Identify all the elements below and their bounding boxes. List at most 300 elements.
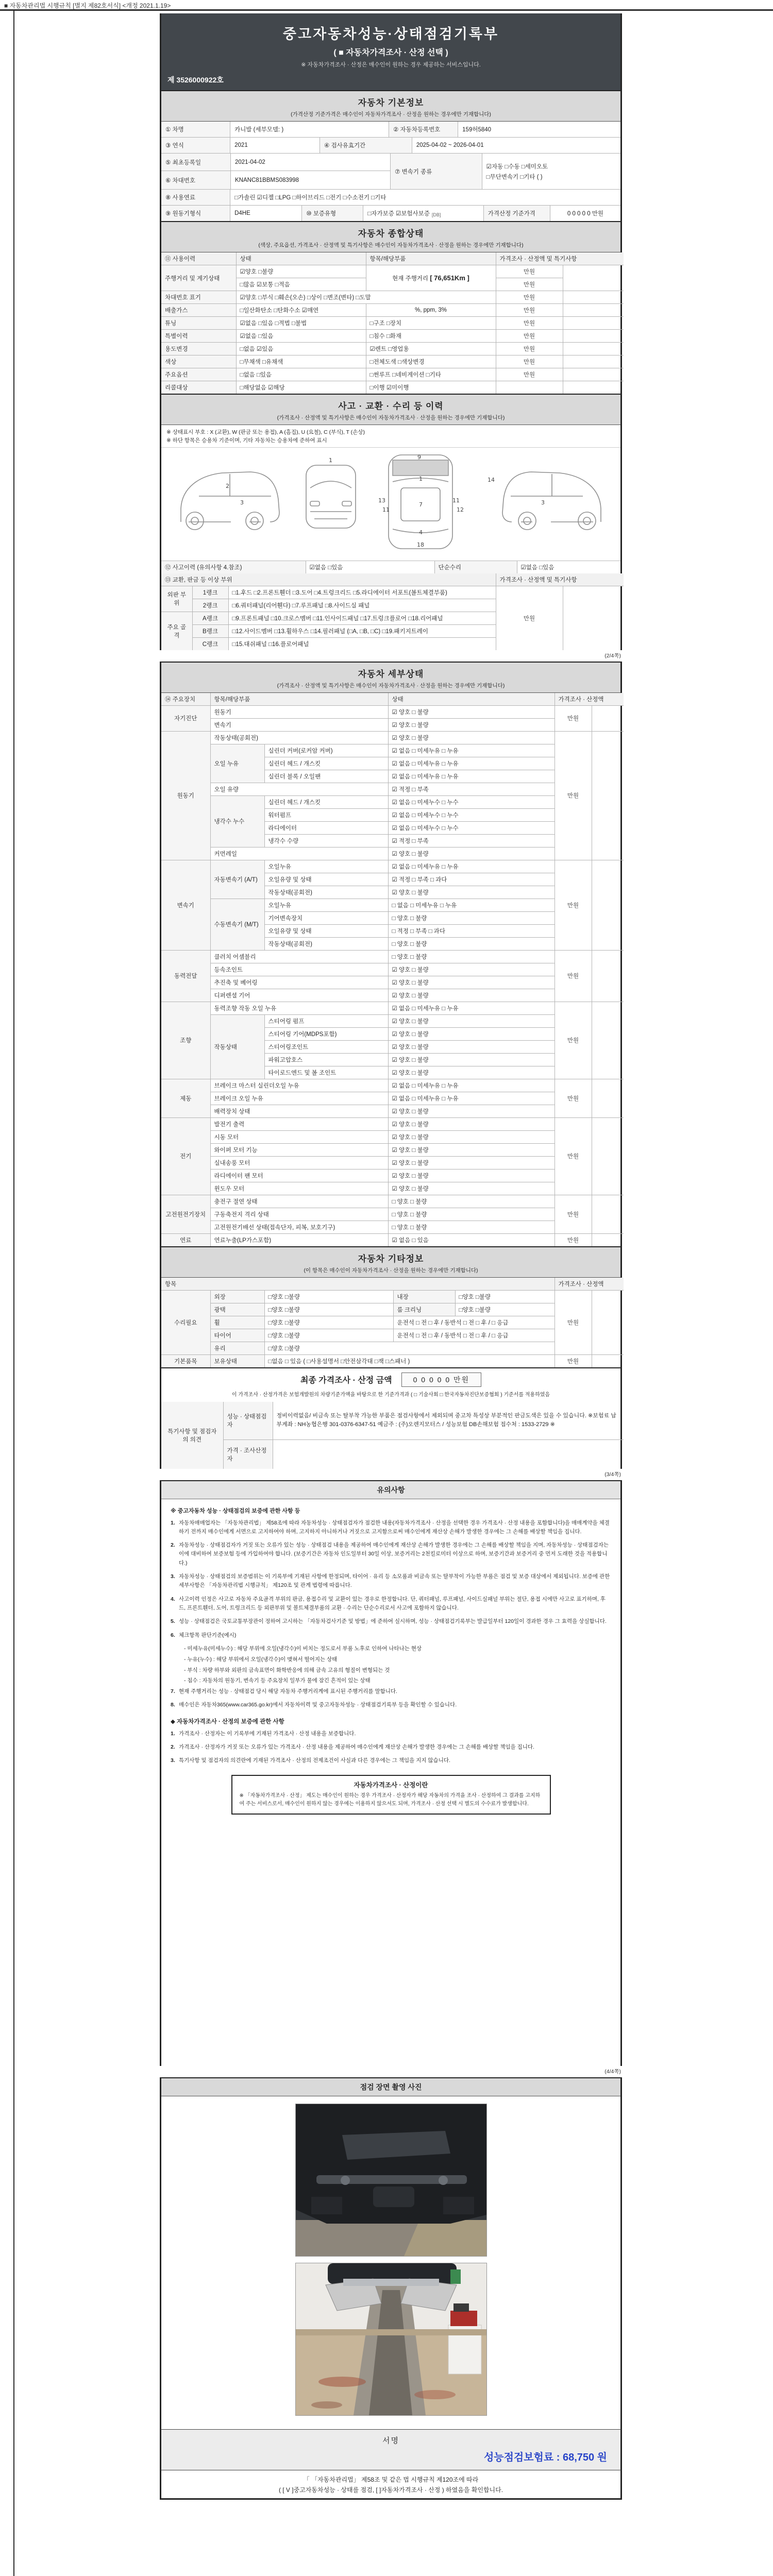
diagram-number: 14: [488, 476, 495, 483]
document-subtitle: ( ■ 자동차가격조사 · 산정 선택 ): [333, 48, 448, 57]
recall-label: 리콜대상: [161, 381, 236, 394]
state-checks: ☑ 양호 □ 불량: [388, 1040, 554, 1053]
price-blank: [563, 355, 624, 368]
vehicle-damage-diagram: [161, 448, 620, 561]
item-label: 유리: [210, 1342, 264, 1354]
vin-mark-state: ☑양호 □부식 □훼손(오손) □상이 □변조(변타) □도말: [236, 291, 496, 304]
rank-label: A랭크: [192, 612, 228, 624]
repair-row: [161, 1290, 624, 1303]
detail-row: [161, 1182, 624, 1195]
frame-label: 주요 골격: [161, 612, 192, 650]
engine-type-value: D4HE: [230, 206, 302, 221]
accident-summary-table: [161, 561, 624, 573]
notice-item: 6. 체크항목 판단기준(예시): [171, 1632, 237, 1638]
price-manwon: 만원: [496, 330, 563, 343]
service-note: ※ 자동차가격조사 · 산정은 매수인이 원하는 경우 제공하는 서비스입니다.: [301, 62, 481, 68]
item-label: 기어변속장치: [264, 911, 388, 924]
state-checks: ☑ 양호 □ 불량: [388, 1143, 554, 1156]
item-label: 작동상태(공회전): [264, 886, 388, 899]
price-survey-info-box: [231, 1775, 551, 1815]
state-checks: ☑ 양호 □ 불량: [388, 1053, 554, 1066]
detail-state-section: [160, 662, 622, 1246]
first-reg-label: ⑤ 최초등록일: [161, 154, 231, 171]
col-usage: ⑪ 사용이력: [161, 252, 236, 265]
price-manwon: 만원: [554, 860, 592, 950]
special-history-part: □침수 □화재: [366, 330, 496, 343]
notice-subitem: - 침수 : 자동차의 원동기, 변속기 등 주요장치 일부가 물에 잠긴 흔적이 있는 상태: [184, 1677, 371, 1684]
subgroup-label: 오일 누유: [210, 744, 264, 783]
base-price-value: 0 0 0 0 0 만원: [567, 211, 604, 217]
detail-table-head: [161, 693, 624, 706]
color-row: [161, 355, 624, 368]
usage-change-label: 용도변경: [161, 343, 236, 355]
state-checks: ☑ 없음 □ 있음: [388, 1233, 554, 1246]
price-manwon: 만원: [554, 1195, 592, 1233]
state-checks: ☑ 없음 □ 미세누수 □ 누수: [388, 821, 554, 834]
price-blank: [563, 381, 624, 394]
section-subtitle: (가격산정 기준가격은 매수인이 자동차가격조사 · 산정을 원하는 경우에만 기재합니다): [291, 111, 491, 117]
price-blank: [592, 1233, 624, 1246]
state-checks: ☑ 없음 □ 미세누유 □ 누유: [388, 1002, 554, 1014]
basic-row-engine: [161, 206, 620, 221]
price-manwon: 만원: [496, 586, 563, 650]
price-blank: [592, 1290, 624, 1354]
detail-row: [161, 1208, 624, 1221]
state-checks: □ 양호 □ 불량: [388, 1195, 554, 1208]
notices-section: [160, 1480, 622, 2066]
appraiser-label: 가격 · 조사산정자: [223, 1440, 273, 1469]
page-marker: (4/4쪽): [604, 2068, 621, 2075]
options-row: [161, 368, 624, 381]
item-positions: 운전석 □ 전 □ 후 / 동반석 □ 전 □ 후 / □ 응급: [393, 1316, 554, 1329]
col-state: 상태: [388, 693, 554, 706]
item-label: 작동상태(공회전): [210, 731, 388, 744]
rank-items: □9.프론트패널 □10.크로스멤버 □11.인사이드패널 □17.트렁크플로어 □18.리어패널: [228, 612, 496, 624]
emission-row: [161, 304, 624, 317]
passenger-car-note: ※ 하단 항목은 승용차 기준이며, 기타 자동차는 승용차에 준하여 표시: [166, 437, 327, 444]
info-box-text: ※ 「자동차가격조사 · 산정」 제도는 매수인이 원하는 경우 가격조사 · 산정자가 해당 자동차의 가격을 조사 · 산정하여 그 결과를 고지하여 주는 서비스로서, 매수인이 원하지 않는 경우에는 이용하지 않으셔도 되며, 가격조사 · 산정 선택 시 별도의 수수료가 발생합니다.: [239, 1792, 541, 1807]
rank-items: □6.쿼터패널(리어휀다) □7.루프패널 □8.사이드실 패널: [228, 599, 496, 612]
state-checks: ☑ 없음 □ 미세누유 □ 누유: [388, 1092, 554, 1105]
price-manwon: 만원: [496, 355, 563, 368]
state-checks: ☑ 양호 □ 불량: [388, 963, 554, 976]
item-label: 라디에이터: [264, 821, 388, 834]
price-blank: [563, 330, 624, 343]
page-marker: (3/4쪽): [604, 1471, 621, 1478]
section-title: 자동차 종합상태: [358, 229, 424, 239]
table-header-row: [161, 573, 624, 586]
rank-row: [161, 586, 624, 599]
detail-row: [161, 963, 624, 976]
state-checks: ☑ 양호 □ 불량: [388, 886, 554, 899]
notices-body: [161, 1499, 620, 2066]
detail-row: [161, 1156, 624, 1169]
item-label: 실린더 헤드 / 개스킷: [264, 795, 388, 808]
vin-value: KNANC81BBMS083998: [231, 171, 391, 190]
vin-mark-label: 차대번호 표기: [161, 291, 236, 304]
tuning-label: 튜닝: [161, 317, 236, 330]
price-manwon: 만원: [554, 731, 592, 860]
repair-row: [161, 1342, 624, 1354]
state-checks: ☑ 양호 □ 불량: [388, 1105, 554, 1117]
overall-state-header: [161, 221, 620, 252]
detail-row: [161, 795, 624, 808]
rank-items: □1.후드 □2.프론트휀더 □3.도어 □4.트렁크리드 □5.라디에이터 서포트(볼트체결부품): [228, 586, 496, 599]
price-manwon: 만원: [496, 304, 563, 317]
item-label: 오일유량 및 상태: [264, 924, 388, 937]
options-label: 주요옵션: [161, 368, 236, 381]
state-checks: ☑ 양호 □ 불량: [388, 731, 554, 744]
price-blank: [563, 317, 624, 330]
recall-part: □이행 ☑미이행: [366, 381, 496, 394]
price-blank: [563, 291, 624, 304]
item-label: 파워고압호스: [264, 1053, 388, 1066]
price-blank: [592, 1079, 624, 1117]
fuel-value: □가솔린 ☑디젤 □LPG □하이브리드 □전기 □수소전기 □기타: [230, 190, 620, 206]
price-manwon: 만원: [496, 278, 563, 291]
price-blank: [563, 304, 624, 317]
accident-history-row: [161, 561, 624, 573]
notice-item: 3. 자동차성능 · 상태점검의 보증범위는 이 기록부에 기재된 사항에 한정되며, 타이어 · 유리 등 소모품과 비금속 또는 탈부착이 가능한 부품은 점검 및 보증 대상에서 제외됩니다. 보증에 관한 세부사항은 「자동차관리법 시행규칙」 제120조 및 관계 법령에 따릅니다.: [171, 1573, 610, 1589]
device-group-label: 제동: [161, 1079, 210, 1117]
section-subtitle: (색상, 주요옵션, 가격조사 · 산정액 및 특기사항은 매수인이 자동차가격조사 · 산정을 원하는 경우에만 기재합니다): [258, 242, 524, 248]
fuel-label: ⑧ 사용연료: [161, 190, 230, 206]
device-group-label: 변속기: [161, 860, 210, 950]
detail-row: [161, 1130, 624, 1143]
car-name-label: ① 차명: [161, 122, 230, 138]
subgroup-label: 자동변속기 (A/T): [210, 860, 264, 899]
price-manwon: 만원: [496, 317, 563, 330]
final-price-value: 0 0 0 0 0 만원: [401, 1372, 481, 1387]
transmission-label: ⑦ 변속기 종류: [391, 154, 482, 190]
price-manwon: 만원: [496, 291, 563, 304]
overall-state-table: [161, 252, 624, 394]
price-manwon: 만원: [554, 950, 592, 1002]
item-label: 타이로드엔드 및 볼 조인트: [264, 1066, 388, 1079]
detail-row: [161, 976, 624, 989]
table-header-row: [161, 693, 624, 706]
state-checks: □ 양호 □ 불량: [388, 911, 554, 924]
price-col-label: 가격조사 · 산정액 및 특기사항: [496, 573, 624, 586]
rank-items: □15.대쉬패널 □16.플로어패널: [228, 637, 496, 650]
guarantee-item: 2. 가격조사 · 산정자가 거짓 또는 오류가 있는 가격조사 · 산정 내용을 제공하여 매수인에게 재산상 손해가 발생한 경우에는 그 손해를 배상할 책임을 집니다.: [171, 1744, 534, 1751]
price-manwon: 만원: [554, 705, 592, 731]
diagram-number: 2: [226, 482, 229, 489]
mileage-state2: □많음 ☑보통 □적음: [236, 278, 366, 291]
rank-label: B랭크: [192, 624, 228, 637]
detail-row: [161, 705, 624, 718]
confirmation-line2: ( [ V ]중고자동차성능 · 상태를 점검, [ ]자동차가격조사 · 산정 ) 하였음을 확인합니다.: [278, 2486, 503, 2494]
detail-row: [161, 1079, 624, 1092]
engine-type-label: ⑨ 원동기형식: [161, 206, 230, 221]
simple-repair-label: 단순수리: [434, 561, 517, 573]
item-label: 등속조인트: [210, 963, 388, 976]
device-group-label: 조향: [161, 1002, 210, 1079]
warranty-type-label: ⑩ 보증유형: [302, 206, 363, 221]
mileage-state1: ☑양호 □불량: [236, 265, 366, 278]
special-history-row: [161, 330, 624, 343]
price-blank: [592, 950, 624, 1002]
section-title: 자동차 세부상태: [358, 669, 424, 679]
diagram-number: 11: [382, 506, 390, 513]
accident-notes: [161, 425, 620, 448]
diagram-number: 3: [240, 499, 244, 506]
price-manwon: 만원: [496, 343, 563, 355]
repair-row: [161, 1329, 624, 1342]
state-checks: ☑ 양호 □ 불량: [388, 1130, 554, 1143]
state-checks: ☑ 양호 □ 불량: [388, 705, 554, 718]
diagram-number: 13: [378, 497, 385, 504]
table-header-row: [161, 252, 624, 265]
tuning-state: ☑없음 □있음 □적법 □불법: [236, 317, 366, 330]
item-label: 변속기: [210, 718, 388, 731]
price-blank: [563, 265, 624, 291]
section-subtitle: (가격조사 · 산정액 및 특기사항은 매수인이 자동차가격조사 · 산정을 원하는 경우에만 기재합니다): [277, 682, 505, 689]
inspection-form: [160, 13, 622, 2500]
warranty-type-value: □자가보증 ☑보험사보증 [DB]: [363, 206, 483, 221]
price-blank: [563, 368, 624, 381]
item-label: 구동축전지 격리 상태: [210, 1208, 388, 1221]
price-manwon: 만원: [554, 1002, 592, 1079]
item-label: 워터펌프: [264, 808, 388, 821]
top-rule: [0, 9, 773, 11]
item-label: 브레이크 오일 누유: [210, 1092, 388, 1105]
inspector-label: 성능 · 상태점검자: [223, 1402, 273, 1440]
item-label: 브레이크 마스터 실린더오일 누유: [210, 1079, 388, 1092]
item-label: 광택: [210, 1303, 264, 1316]
current-mileage: [ 76,651Km ]: [430, 274, 469, 282]
item-state: □양호 □불량: [264, 1329, 393, 1342]
emission-label: 배출가스: [161, 304, 236, 317]
reg-no-value: 159허5840: [458, 122, 620, 138]
item-label: 스티어링 기어(MDPS포함): [264, 1027, 388, 1040]
opinions-table: [161, 1402, 624, 1469]
col-item: 항목: [161, 1278, 554, 1291]
col-item: 항목/해당부품: [210, 693, 388, 706]
holding-state: □없음 □ 있음 ( □사용설명서 □안전삼각대 □잭 □스패너 ): [264, 1354, 554, 1367]
state-checks: ☑ 적정 □ 부족: [388, 783, 554, 795]
state-checks: ☑ 양호 □ 불량: [388, 989, 554, 1002]
basic-items-label: 기본품목: [161, 1354, 210, 1367]
usage-change-state: □없음 ☑있음: [236, 343, 366, 355]
transmission-value: [482, 154, 620, 190]
item-label: 타이어: [210, 1329, 264, 1342]
price-blank: [563, 586, 624, 650]
inspection-valid-label: ④ 검사유효기간: [320, 138, 412, 154]
item-label: 룸 크리닝: [393, 1303, 455, 1316]
item-label: 시동 모터: [210, 1130, 388, 1143]
base-price-label: 가격산정 기준가격: [484, 206, 550, 221]
vin-label: ⑥ 차대번호: [161, 171, 231, 190]
basic-info-header: [161, 90, 620, 122]
table-header-row: [161, 1278, 624, 1291]
price-blank: [592, 1354, 624, 1367]
state-checks: □ 없음 □ 미세누유 □ 누유: [388, 899, 554, 911]
state-checks: □ 양호 □ 불량: [388, 937, 554, 950]
photos-header: 점검 장면 촬영 사진: [161, 2077, 620, 2096]
recall-state: □해당없음 ☑해당: [236, 381, 366, 394]
year-value: 2021: [230, 138, 320, 154]
subgroup-label: 수동변속기 (M/T): [210, 899, 264, 950]
price-manwon: 만원: [554, 1233, 592, 1246]
detail-row: [161, 1233, 624, 1246]
item-positions: 운전석 □ 전 □ 후 / 동반석 □ 전 □ 후 / □ 응급: [393, 1329, 554, 1342]
performance-insurance-premium: 성능점검보험료 : 68,750 원: [483, 2451, 607, 2463]
price-blank: [592, 705, 624, 731]
notices-intro: ※ 중고자동차 성능 · 상태점검의 보증에 관한 사항 등: [171, 1507, 300, 1514]
device-group-label: 전기: [161, 1117, 210, 1195]
rank-items: □12.사이드멤버 □13.휠하우스 □14.필러패널 (□A, □B, □C) □19.패키지트레이: [228, 624, 496, 637]
device-group-label: 자기진단: [161, 705, 210, 731]
document-title: 중고자동차성능·상태점검기록부: [282, 26, 499, 42]
page-marker: (2/4쪽): [604, 652, 621, 659]
notice-subitem: - 부식 : 차량 하부와 외판의 금속표면이 화학반응에 의해 금속 고유의 형질이 변형되는 것: [184, 1667, 390, 1673]
item-label: 클러치 어셈블리: [210, 950, 388, 963]
confirmation-line1: 「 「자동차관리법」 제58조 및 같은 법 시행규칙 제120조에 따라: [303, 2476, 479, 2483]
detail-row: [161, 950, 624, 963]
color-label: 색상: [161, 355, 236, 368]
simple-repair-state: ☑없음 □있음: [517, 561, 624, 573]
section-title: 자동차 기타정보: [358, 1253, 424, 1264]
inspector-opinion-row: [161, 1402, 624, 1440]
diagram-number: 7: [419, 501, 423, 508]
rank-label: 2랭크: [192, 599, 228, 612]
notice-item: 8. 매수인은 자동차365(www.car365.go.kr)에서 자동차이력 및 중고자동차성능 · 상태점검기록부 등을 확인할 수 있습니다.: [171, 1702, 457, 1708]
appraiser-opinion-text: [273, 1440, 624, 1469]
detail-state-header: [161, 662, 620, 693]
detail-row: [161, 1002, 624, 1014]
item-label: 오일누유: [264, 860, 388, 873]
item-label: 스티어링조인트: [264, 1040, 388, 1053]
info-box-title: 자동차가격조사 · 산정이란: [354, 1781, 428, 1789]
detail-row: [161, 847, 624, 860]
device-group-label: 동력전달: [161, 950, 210, 1002]
item-state: □양호 □불량: [264, 1303, 393, 1316]
detail-row: [161, 731, 624, 744]
price-manwon: 만원: [554, 1290, 592, 1354]
diagram-number: 1: [329, 456, 332, 464]
item-state: □양호 □불량: [264, 1316, 393, 1329]
state-checks: ☑ 없음 □ 미세누유 □ 누유: [388, 860, 554, 873]
state-checks: ☑ 없음 □ 미세누유 □ 누유: [388, 757, 554, 770]
detail-row: [161, 899, 624, 911]
mileage-row: [161, 265, 624, 278]
emission-state: □일산화탄소 □탄화수소 ☑매연: [236, 304, 366, 317]
detail-row: [161, 718, 624, 731]
price-manwon: 만원: [554, 1079, 592, 1117]
car-name-value: 카니발 (세부모델: ): [230, 122, 389, 138]
detail-row: [161, 989, 624, 1002]
diagram-number: 18: [417, 541, 424, 548]
col-price: 가격조사 · 산정액 및 특기사항: [496, 252, 624, 265]
exchange-label: ⑬ 교환, 판금 등 이상 부위: [161, 573, 496, 586]
item-label: 실린더 커버(로커암 커버): [264, 744, 388, 757]
holding-label: 보유상태: [210, 1354, 264, 1367]
basic-row-year: [161, 138, 620, 154]
exchange-panel-table: [161, 573, 624, 650]
reg-no-label: ② 자동차등록번호: [389, 122, 458, 138]
state-checks: ☑ 없음 □ 미세누수 □ 누수: [388, 795, 554, 808]
emission-values: %, ppm, 3%: [366, 304, 496, 317]
item-label: 라디에이터 팬 모터: [210, 1169, 388, 1182]
item-label: 원동기: [210, 705, 388, 718]
detail-row: [161, 1169, 624, 1182]
item-label: 커먼레일: [210, 847, 388, 860]
tuning-row: [161, 317, 624, 330]
state-checks: □ 양호 □ 불량: [388, 1208, 554, 1221]
signature-label: 서명: [382, 2436, 399, 2445]
price-manwon: 만원: [496, 368, 563, 381]
outer-panel-label: 외판 부위: [161, 586, 192, 612]
item-state: □양호 □불량: [264, 1342, 554, 1354]
accident-history-label: ⑫ 사고이력 (유의사항 4.참조): [161, 561, 306, 573]
form-reference-note: ■ 자동차관리법 시행규칙 [별지 제82호서식] <개정 2021.1.19>: [4, 2, 171, 9]
price-manwon: 만원: [554, 1117, 592, 1195]
left-page-rule: [13, 11, 14, 2576]
detail-row: [161, 783, 624, 795]
inspector-opinion-text: 정비이력없음/ 비금속 또는 탈부착 가능한 부품은 점검사항에서 제외되며 중고차 특성상 부분적인 판금도색은 있을 수 있습니다. ※보험료 납부계좌 : NH농협은행 301-0376-6347-51 예금주 : (주)오렌지모터스 / 성능보험 DB손해보험 접수처 : 1533-2729 ※: [273, 1402, 624, 1440]
price-blank: [496, 381, 563, 394]
item-label: 추진축 및 베어링: [210, 976, 388, 989]
state-checks: ☑ 양호 □ 불량: [388, 847, 554, 860]
state-checks: □ 양호 □ 불량: [388, 950, 554, 963]
repair-row: [161, 1316, 624, 1329]
detail-row: [161, 744, 624, 757]
notice-item: 2. 자동차성능 · 상태점검자가 거짓 또는 오류가 있는 성능 · 상태점검 내용을 제공하여 매수인에게 재산상 손해가 발생한 경우에는 그 손해를 배상할 책임을 지며, 자동차성능 · 상태점검자는 이에 대비하여 보증보험 등에 가입하여야 합니다. (보증기간은 자동차 인도일부터 30일 이상, 보증거리는 2천킬로미터 이상으로 하며, 보증기간과 보증거리 중 먼저 도래한 것을 적용합니다.): [171, 1542, 609, 1566]
special-history-state: ☑없음 □있음: [236, 330, 366, 343]
item-label: 실내송풍 모터: [210, 1156, 388, 1169]
usage-change-part: ☑렌트 □영업용: [366, 343, 496, 355]
item-label: 윈도우 모터: [210, 1182, 388, 1195]
final-price-note: 이 가격조사 · 산정가격은 보험개발원의 차량기준가액을 바탕으로 한 기준가격과 ( □ 기술사회 □ 한국자동차진단보증협회 ) 기준서를 적용하였음: [231, 1392, 550, 1398]
opinions-label: 특기사항 및 점검자의 의견: [161, 1402, 223, 1469]
item-label: 작동상태(공회전): [264, 937, 388, 950]
transmission-line2: □무단변속기 □기타 ( ): [486, 174, 543, 180]
diagram-number: 12: [457, 506, 464, 513]
detail-state-table: [161, 693, 624, 1246]
state-checks: ☑ 없음 □ 미세누유 □ 누유: [388, 770, 554, 783]
col-price: 가격조사 · 산정액: [554, 693, 624, 706]
price-blank: [592, 1195, 624, 1233]
price-guarantee-title: ◆ 자동차가격조사 · 산정의 보증에 관한 사항: [171, 1718, 284, 1725]
detail-row: [161, 1092, 624, 1105]
notice-items: [171, 1519, 611, 1710]
rank-label: 1랭크: [192, 586, 228, 599]
guarantee-item: 1. 가격조사 · 산정자는 이 기록부에 기재된 가격조사 · 산정 내용을 보증합니다.: [171, 1730, 356, 1737]
price-blank: [592, 731, 624, 860]
appraiser-opinion-row: [161, 1440, 624, 1469]
transmission-line1: ☑자동 □수동 □세미오토: [486, 163, 548, 170]
state-checks: ☑ 양호 □ 불량: [388, 1014, 554, 1027]
document-number: 제 3526000922호: [167, 76, 224, 84]
state-checks: ☑ 양호 □ 불량: [388, 718, 554, 731]
state-code-legend: ※ 상태표시 부호 : X (교환), W (판금 또는 용접), A (흠집), U (요철), C (부식), T (손상): [166, 429, 365, 435]
color-part: □전체도색 □색상변경: [366, 355, 496, 368]
state-checks: ☑ 양호 □ 불량: [388, 1027, 554, 1040]
item-label: 스티어링 펌프: [264, 1014, 388, 1027]
state-checks: ☑ 양호 □ 불량: [388, 1182, 554, 1195]
special-history-label: 특별이력: [161, 330, 236, 343]
diagram-number: 11: [452, 497, 460, 504]
inspection-valid-value: 2025-04-02 ~ 2026-04-01: [412, 138, 620, 154]
price-blank: [563, 343, 624, 355]
item-label: 발전기 출력: [210, 1117, 388, 1130]
guarantee-items: [171, 1730, 611, 1766]
opinions-section: [160, 1402, 622, 1469]
other-info-section: [160, 1246, 622, 1367]
accident-history-state: ☑없음 □있음: [306, 561, 434, 573]
device-group-label: 고전원전기장치: [161, 1195, 210, 1233]
